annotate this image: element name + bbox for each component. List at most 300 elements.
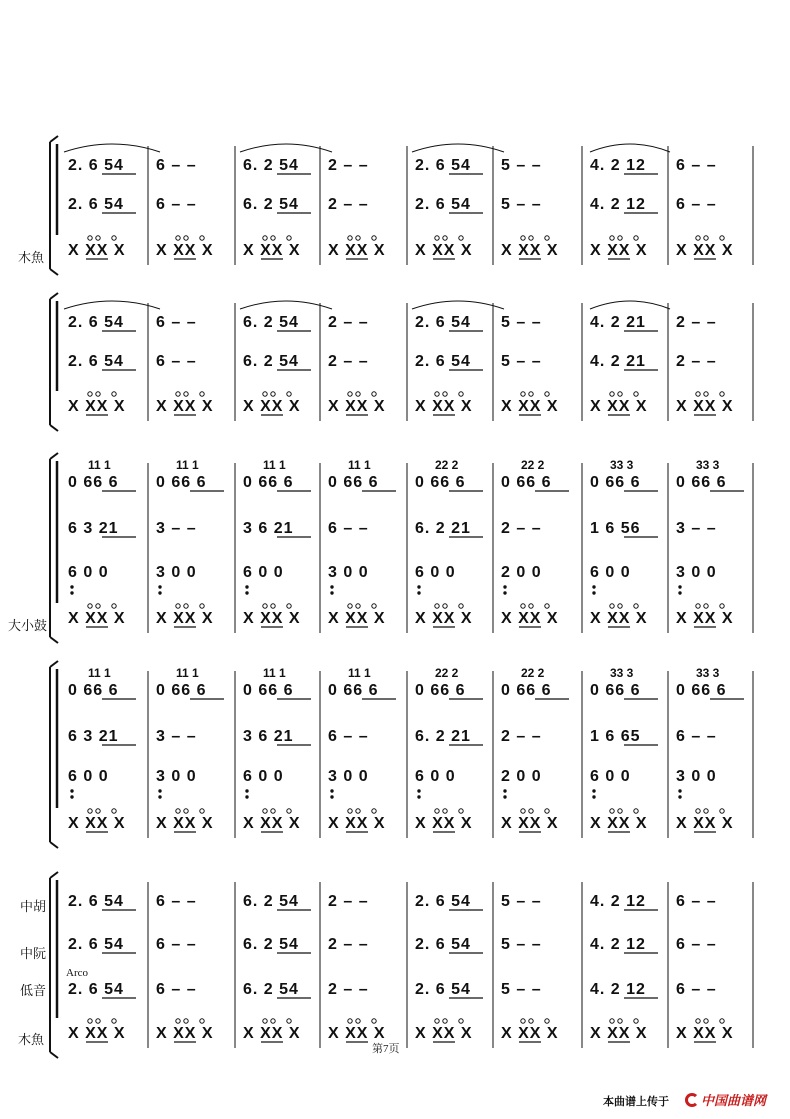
accent-mark [435, 604, 439, 608]
accent-mark [720, 809, 724, 813]
octave-dot [678, 585, 681, 588]
system-bracket [50, 269, 58, 275]
accent-mark [200, 236, 204, 240]
accent-mark [176, 236, 180, 240]
measure-text: 6 0 0 [415, 564, 456, 581]
measure-text: X XX X [68, 1025, 126, 1042]
measure-text: 2 – – [328, 157, 369, 174]
accent-mark [372, 604, 376, 608]
octave-dot [330, 591, 333, 594]
octave-dot [330, 795, 333, 798]
page-number: 第7页 [372, 1043, 400, 1055]
accent-mark [372, 392, 376, 396]
measure-text: X XX X [328, 242, 386, 259]
octave-dot [592, 591, 595, 594]
measure-text: 2. 6 54 [68, 196, 124, 213]
measure-text: X XX X [415, 815, 473, 832]
measure-text: 6 – – [676, 893, 717, 910]
measure-text: 2 – – [328, 936, 369, 953]
octave-dot [245, 789, 248, 792]
accent-mark [618, 809, 622, 813]
instrument-label-daxiaogu: 大小鼓 [8, 619, 48, 634]
measure-text: X XX X [501, 815, 559, 832]
accent-mark [263, 809, 267, 813]
octave-dot [245, 795, 248, 798]
accent-mark [610, 1019, 614, 1023]
measure-text: 4. 2 12 [590, 936, 646, 953]
measure-text: 6 – – [676, 728, 717, 745]
slur [412, 301, 504, 309]
measure-text: 2. 6 54 [68, 981, 124, 998]
measure-text: 0 66 6 [501, 474, 552, 491]
measure-text: X XX X [243, 610, 301, 627]
measure-text: X XX X [328, 815, 386, 832]
accent-mark [459, 236, 463, 240]
accent-mark [634, 604, 638, 608]
octave-dot [330, 585, 333, 588]
accent-mark [610, 236, 614, 240]
accent-mark [545, 392, 549, 396]
accent-mark [435, 809, 439, 813]
measure-text: 6 0 0 [243, 564, 284, 581]
system-bracket [50, 293, 58, 299]
octave-above-text: 11 1 [176, 666, 199, 680]
accent-mark [545, 809, 549, 813]
measure-text: 2 – – [676, 314, 717, 331]
octave-dot [70, 789, 73, 792]
accent-mark [112, 809, 116, 813]
measure-text: 0 66 6 [328, 474, 379, 491]
accent-mark [459, 1019, 463, 1023]
measure-text: 0 66 6 [68, 474, 119, 491]
accent-mark [529, 1019, 533, 1023]
measure-text: X XX X [590, 610, 648, 627]
accent-mark [176, 1019, 180, 1023]
accent-mark [263, 1019, 267, 1023]
system-bracket [50, 842, 58, 848]
slur [412, 144, 504, 152]
accent-mark [263, 236, 267, 240]
measure-text: 6 3 21 [68, 520, 119, 537]
accent-mark [704, 604, 708, 608]
measure-text: 0 66 6 [415, 682, 466, 699]
arco-marking: Arco [66, 967, 88, 979]
accent-mark [443, 604, 447, 608]
measure-text: 5 – – [501, 353, 542, 370]
accent-mark [618, 604, 622, 608]
accent-mark [529, 604, 533, 608]
measure-text: 0 66 6 [156, 682, 207, 699]
slur [590, 301, 670, 309]
octave-dot [503, 795, 506, 798]
accent-mark [704, 236, 708, 240]
accent-mark [459, 809, 463, 813]
accent-mark [356, 1019, 360, 1023]
measure-text: X XX X [156, 1025, 214, 1042]
measure-text: 0 66 6 [156, 474, 207, 491]
accent-mark [610, 809, 614, 813]
accent-mark [348, 1019, 352, 1023]
accent-mark [704, 1019, 708, 1023]
measure-text: 2 – – [328, 981, 369, 998]
octave-dot [245, 585, 248, 588]
measure-text: X XX X [243, 242, 301, 259]
accent-mark [287, 604, 291, 608]
measure-text: 6 – – [156, 196, 197, 213]
accent-mark [696, 1019, 700, 1023]
measure-text: 2. 6 54 [415, 314, 471, 331]
octave-above-text: 11 1 [88, 666, 111, 680]
measure-text: X XX X [243, 815, 301, 832]
measure-text: 4. 2 21 [590, 353, 646, 370]
octave-above-text: 33 3 [610, 666, 634, 680]
accent-mark [263, 604, 267, 608]
accent-mark [696, 236, 700, 240]
accent-mark [443, 809, 447, 813]
accent-mark [184, 809, 188, 813]
measure-text: 6 0 0 [415, 768, 456, 785]
measure-text: 6 – – [676, 936, 717, 953]
measure-text: 0 66 6 [68, 682, 119, 699]
site-logo[interactable] [685, 1090, 766, 1109]
measure-text: 5 – – [501, 936, 542, 953]
measure-text: 4. 2 21 [590, 314, 646, 331]
measure-text: 6. 2 54 [243, 314, 299, 331]
measure-text: 4. 2 12 [590, 893, 646, 910]
measure-text: 3 0 0 [328, 564, 369, 581]
accent-mark [435, 392, 439, 396]
measure-text: 2 – – [501, 520, 542, 537]
accent-mark [96, 1019, 100, 1023]
measure-text: 2 – – [328, 893, 369, 910]
accent-mark [263, 392, 267, 396]
octave-dot [158, 585, 161, 588]
system-bracket [50, 661, 58, 667]
measure-text: 6 3 21 [68, 728, 119, 745]
slur [64, 144, 160, 152]
octave-dot [417, 585, 420, 588]
measure-text: 2 – – [328, 353, 369, 370]
measure-text: 2. 6 54 [415, 157, 471, 174]
accent-mark [356, 236, 360, 240]
accent-mark [356, 392, 360, 396]
measure-text: X XX X [68, 815, 126, 832]
accent-mark [443, 392, 447, 396]
accent-mark [634, 236, 638, 240]
measure-text: X XX X [590, 398, 648, 415]
octave-above-text: 11 1 [176, 458, 199, 472]
measure-text: 6 0 0 [68, 564, 109, 581]
system-bracket [50, 637, 58, 643]
accent-mark [271, 236, 275, 240]
accent-mark [96, 236, 100, 240]
measure-text: 6 0 0 [243, 768, 284, 785]
measure-text: 4. 2 12 [590, 157, 646, 174]
measure-text: 2. 6 54 [415, 936, 471, 953]
measure-text: X XX X [676, 398, 734, 415]
measure-text: X XX X [415, 1025, 473, 1042]
measure-text: 3 0 0 [156, 768, 197, 785]
accent-mark [459, 392, 463, 396]
octave-dot [245, 591, 248, 594]
system-bracket [50, 136, 58, 142]
measure-text: X XX X [676, 242, 734, 259]
accent-mark [618, 236, 622, 240]
accent-mark [271, 604, 275, 608]
measure-text: X XX X [676, 815, 734, 832]
octave-dot [592, 585, 595, 588]
measure-text: X XX X [243, 1025, 301, 1042]
accent-mark [459, 604, 463, 608]
measure-text: 6. 2 54 [243, 353, 299, 370]
accent-mark [521, 392, 525, 396]
system-bracket [50, 453, 58, 459]
measure-text: 2 – – [676, 353, 717, 370]
measure-text: 2. 6 54 [68, 157, 124, 174]
octave-dot [678, 591, 681, 594]
octave-dot [158, 591, 161, 594]
accent-mark [88, 604, 92, 608]
accent-mark [184, 392, 188, 396]
measure-text: 4. 2 12 [590, 196, 646, 213]
accent-mark [435, 1019, 439, 1023]
measure-text: 1 6 65 [590, 728, 641, 745]
accent-mark [287, 809, 291, 813]
octave-above-text: 33 3 [610, 458, 634, 472]
measure-text: 6. 2 54 [243, 936, 299, 953]
octave-dot [158, 795, 161, 798]
octave-above-text: 11 1 [263, 458, 286, 472]
accent-mark [112, 1019, 116, 1023]
measure-text: X XX X [501, 1025, 559, 1042]
measure-text: X XX X [68, 610, 126, 627]
measure-text: 2 0 0 [501, 564, 542, 581]
accent-mark [443, 236, 447, 240]
accent-mark [545, 236, 549, 240]
accent-mark [545, 604, 549, 608]
octave-dot [503, 789, 506, 792]
measure-text: 3 0 0 [328, 768, 369, 785]
measure-text: 0 66 6 [328, 682, 379, 699]
octave-above-text: 22 2 [521, 666, 545, 680]
accent-mark [176, 809, 180, 813]
measure-text: 6 – – [156, 353, 197, 370]
accent-mark [634, 809, 638, 813]
measure-text: 3 0 0 [676, 564, 717, 581]
accent-mark [200, 392, 204, 396]
measure-text: 6 – – [156, 314, 197, 331]
measure-text: 5 – – [501, 157, 542, 174]
measure-text: 0 66 6 [243, 474, 294, 491]
measure-text: 0 66 6 [243, 682, 294, 699]
accent-mark [443, 1019, 447, 1023]
accent-mark [610, 392, 614, 396]
octave-dot [70, 585, 73, 588]
octave-above-text: 33 3 [696, 458, 720, 472]
accent-mark [696, 809, 700, 813]
measure-text: X XX X [243, 398, 301, 415]
measure-text: X XX X [590, 1025, 648, 1042]
measure-text: X XX X [590, 815, 648, 832]
slur [240, 144, 332, 152]
accent-mark [348, 236, 352, 240]
measure-text: 3 0 0 [156, 564, 197, 581]
accent-mark [176, 604, 180, 608]
accent-mark [521, 604, 525, 608]
measure-text: 0 66 6 [415, 474, 466, 491]
measure-text: 2. 6 54 [415, 981, 471, 998]
measure-text: 3 – – [156, 728, 197, 745]
measure-text: 5 – – [501, 196, 542, 213]
accent-mark [529, 392, 533, 396]
measure-text: 2. 6 54 [415, 893, 471, 910]
accent-mark [529, 809, 533, 813]
octave-above-text: 33 3 [696, 666, 720, 680]
accent-mark [96, 604, 100, 608]
measure-text: 2 – – [501, 728, 542, 745]
site-name: 中国曲谱网 [701, 1094, 767, 1109]
upload-note: 本曲谱上传于 [603, 1095, 669, 1108]
measure-text: X XX X [676, 1025, 734, 1042]
accent-mark [112, 604, 116, 608]
measure-text: 6 – – [156, 936, 197, 953]
octave-above-text: 11 1 [348, 666, 371, 680]
measure-text: 6 – – [328, 520, 369, 537]
octave-dot [592, 789, 595, 792]
measure-text: 2 0 0 [501, 768, 542, 785]
slur [240, 301, 332, 309]
accent-mark [521, 809, 525, 813]
measure-text: X XX X [328, 1025, 386, 1042]
accent-mark [348, 604, 352, 608]
measure-text: 6. 2 54 [243, 157, 299, 174]
octave-above-text: 22 2 [435, 666, 459, 680]
measure-text: 4. 2 12 [590, 981, 646, 998]
accent-mark [618, 392, 622, 396]
octave-dot [503, 585, 506, 588]
measure-text: 6. 2 54 [243, 981, 299, 998]
measure-text: 5 – – [501, 893, 542, 910]
accent-mark [356, 809, 360, 813]
measure-text: 2 – – [328, 314, 369, 331]
measure-text: 6 – – [156, 157, 197, 174]
instrument-label-zhongruan: 中阮 [20, 947, 47, 962]
accent-mark [200, 1019, 204, 1023]
system-bracket [50, 872, 58, 878]
accent-mark [348, 392, 352, 396]
measure-text: 6 – – [156, 981, 197, 998]
measure-text: 5 – – [501, 314, 542, 331]
accent-mark [287, 236, 291, 240]
octave-above-text: 22 2 [435, 458, 459, 472]
instrument-label-diyin: 低音 [20, 984, 47, 999]
accent-mark [372, 236, 376, 240]
accent-mark [618, 1019, 622, 1023]
measure-text: X XX X [501, 242, 559, 259]
octave-above-text: 11 1 [88, 458, 111, 472]
accent-mark [271, 809, 275, 813]
measure-text: 6. 2 54 [243, 196, 299, 213]
accent-mark [704, 392, 708, 396]
accent-mark [720, 236, 724, 240]
measure-text: 0 66 6 [676, 682, 727, 699]
slur [64, 301, 160, 309]
accent-mark [88, 392, 92, 396]
accent-mark [696, 392, 700, 396]
measure-text: 0 66 6 [676, 474, 727, 491]
measure-text: X XX X [156, 242, 214, 259]
measure-text: X XX X [590, 242, 648, 259]
accent-mark [88, 236, 92, 240]
accent-mark [521, 1019, 525, 1023]
accent-mark [287, 392, 291, 396]
accent-mark [529, 236, 533, 240]
accent-mark [720, 604, 724, 608]
system-bracket [50, 1052, 58, 1058]
accent-mark [200, 604, 204, 608]
measure-text: 6. 2 21 [415, 728, 471, 745]
accent-mark [88, 1019, 92, 1023]
octave-dot [678, 795, 681, 798]
measure-text: 6 – – [328, 728, 369, 745]
accent-mark [200, 809, 204, 813]
measure-text: 2. 6 54 [68, 893, 124, 910]
measure-text: X XX X [68, 398, 126, 415]
accent-mark [176, 392, 180, 396]
measure-text: X XX X [328, 398, 386, 415]
octave-dot [70, 591, 73, 594]
octave-dot [330, 789, 333, 792]
octave-above-text: 11 1 [263, 666, 286, 680]
logo-icon [685, 1093, 699, 1107]
accent-mark [348, 809, 352, 813]
accent-mark [634, 392, 638, 396]
measure-text: X XX X [676, 610, 734, 627]
accent-mark [96, 809, 100, 813]
measure-text: 6 – – [156, 893, 197, 910]
measure-text: X XX X [415, 398, 473, 415]
octave-dot [417, 591, 420, 594]
measure-text: 0 66 6 [501, 682, 552, 699]
measure-text: 6 – – [676, 196, 717, 213]
accent-mark [88, 809, 92, 813]
slur [590, 144, 670, 152]
measure-text: 3 6 21 [243, 728, 294, 745]
measure-text: X XX X [156, 815, 214, 832]
accent-mark [271, 1019, 275, 1023]
accent-mark [184, 604, 188, 608]
accent-mark [271, 392, 275, 396]
measure-text: 3 – – [676, 520, 717, 537]
accent-mark [720, 392, 724, 396]
measure-text: 6. 2 21 [415, 520, 471, 537]
octave-above-text: 22 2 [521, 458, 545, 472]
measure-text: 0 66 6 [590, 682, 641, 699]
measure-text: 6 – – [676, 157, 717, 174]
accent-mark [435, 236, 439, 240]
octave-dot [158, 789, 161, 792]
octave-dot [417, 795, 420, 798]
measure-text: X XX X [156, 398, 214, 415]
system-bracket [50, 425, 58, 431]
accent-mark [96, 392, 100, 396]
octave-above-text: 11 1 [348, 458, 371, 472]
accent-mark [521, 236, 525, 240]
measure-text: 6 0 0 [68, 768, 109, 785]
measure-text: 2. 6 54 [415, 353, 471, 370]
measure-text: 2. 6 54 [68, 314, 124, 331]
measure-text: 2. 6 54 [68, 353, 124, 370]
